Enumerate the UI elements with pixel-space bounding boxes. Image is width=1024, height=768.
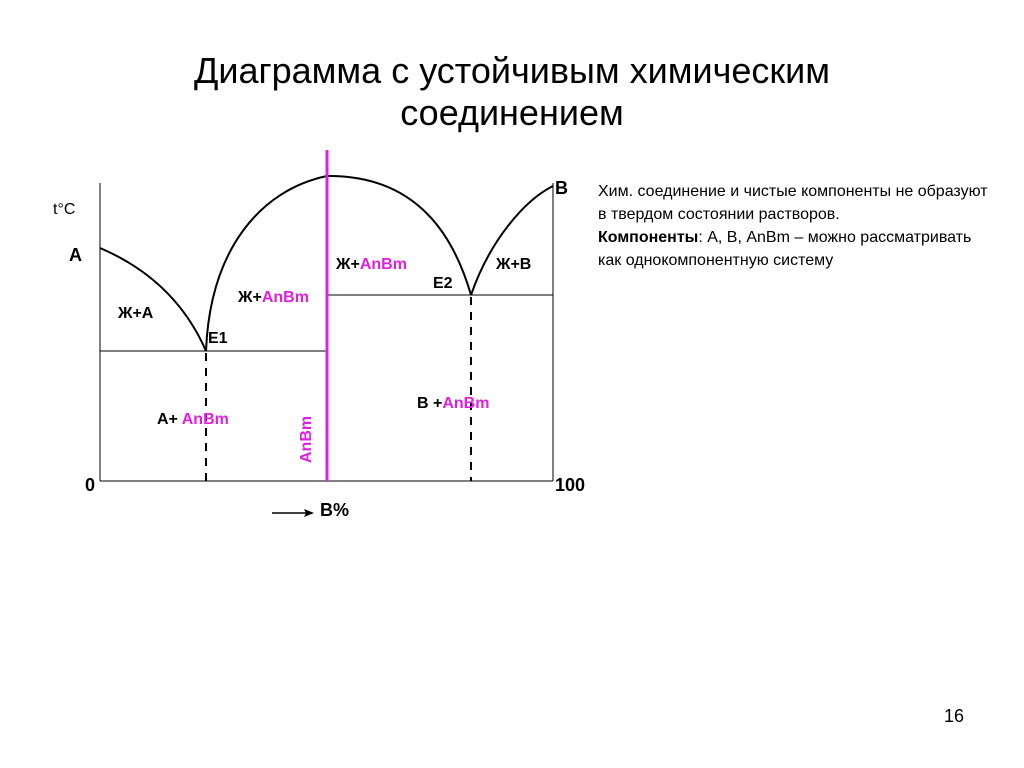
description-note: [598, 180, 998, 272]
x-axis-label: B%: [320, 500, 350, 520]
x-end-label: 100: [555, 475, 586, 495]
region-solid-b-compound: AnBm: [442, 395, 490, 412]
liquidus-a-e1: [100, 248, 206, 351]
region-solid-a-compound: AnBm: [181, 411, 229, 428]
region-liquid-anbm-left: [237, 289, 309, 306]
y-axis-label: t°C: [53, 201, 76, 218]
note-line1: Хим. соединение и чистые компоненты не образуют в твердом состоянии растворов.: [598, 183, 988, 223]
note-line2-text: : А, В, AnBm – можно рассматривать как однокомпонентную систему: [598, 229, 972, 269]
region-liquid-anbm-right: [335, 256, 407, 273]
slide-title-line1: Диаграмма с устойчивым химическим: [194, 50, 830, 91]
note-line2: [598, 226, 998, 272]
point-e2-label: E2: [433, 275, 453, 292]
region-liquid-anbm-left-prefix: Ж+: [238, 289, 262, 306]
x-start-label: 0: [85, 475, 96, 495]
page-number: 16: [943, 706, 964, 726]
point-e1-label: E1: [208, 330, 228, 347]
region-solid-b-prefix: В +: [417, 395, 443, 412]
region-liquid-anbm-right-prefix: Ж+: [336, 256, 360, 273]
region-solid-a-prefix: A+: [157, 411, 182, 428]
compound-vertical-label: AnBm: [298, 415, 315, 463]
region-liquid-a: Ж+А: [118, 305, 154, 322]
note-bold-label: Компоненты: [598, 229, 699, 246]
region-liquid-anbm-right-compound: AnBm: [359, 256, 407, 273]
region-liquid-b: Ж+В: [496, 256, 532, 273]
point-b-label: B: [555, 178, 568, 198]
region-solid-b-anbm: [417, 395, 489, 412]
region-solid-a-anbm: [157, 411, 229, 428]
liquidus-e2-b: [471, 186, 553, 295]
region-liquid-anbm-left-compound: AnBm: [261, 289, 309, 306]
liquidus-e1-compound: [206, 176, 327, 351]
slide-title-line2: соединением: [400, 92, 624, 133]
point-a-label: A: [69, 245, 82, 265]
